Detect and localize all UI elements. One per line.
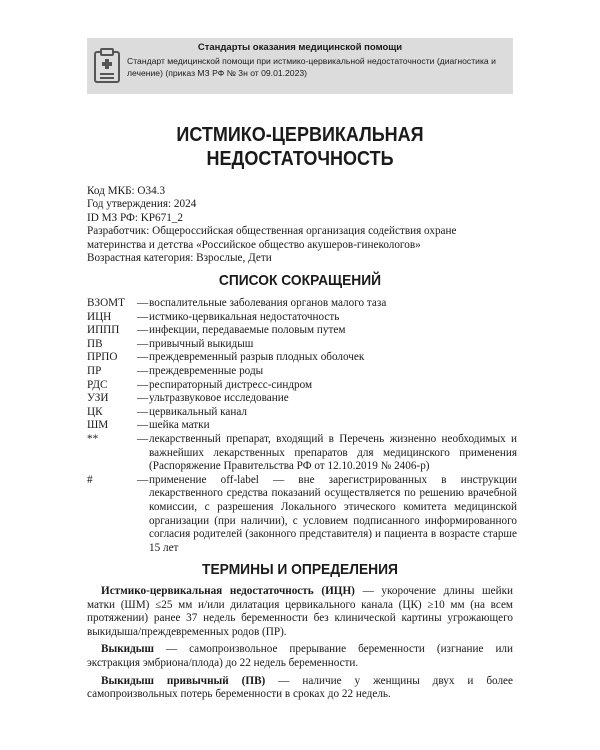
abbreviation-key: РДС	[87, 378, 108, 391]
abbreviation-definition: инфекции, передаваемые половым путем	[149, 324, 346, 337]
term-definition	[87, 643, 513, 670]
abbreviation-key: ВЗОМТ	[87, 297, 125, 309]
term-text: — наличие у женщины двух и более самопроизвольных потерь беременности в сроках до 22 недель.	[87, 674, 513, 701]
abbreviation-row	[87, 419, 517, 433]
abbreviation-dash: —	[137, 297, 149, 309]
icd-code: Код МКБ: O34.3	[87, 185, 166, 197]
abbreviation-definition: преждевременный разрыв плодных оболочек	[149, 351, 365, 364]
term-text: — укорочение длины шейки матки (ШМ) ≤25 мм и/или дилатация цервикального канала (ЦК) ≥10 мм (на всем протяжении) ранее 37 недель беременности без клинической картины угрожающего выкидыша/преждевременных родов (ПР).	[87, 585, 513, 638]
abbreviation-row	[87, 379, 517, 393]
abbreviation-key: ИППП	[87, 324, 120, 337]
term-definition	[87, 585, 513, 639]
abbreviation-row	[87, 297, 517, 311]
abbreviation-key: ИЦН	[87, 310, 112, 323]
abbreviation-dash: —	[137, 378, 149, 391]
abbreviation-row	[87, 392, 517, 406]
term-name: Истмико-цервикальная недостаточность (ИЦН)	[101, 585, 355, 597]
abbreviation-dash: —	[137, 351, 149, 364]
developer: Разработчик: Общероссийская общественная организация содействия охране материнства и детства «Российское общество акушеров-гинекологов»	[87, 225, 457, 251]
abbreviation-dash: —	[137, 337, 149, 350]
approval-year: Год утверждения: 2024	[87, 198, 197, 211]
abbreviation-dash: —	[137, 419, 149, 432]
term-text: — самопроизвольное прерывание беременности (изгнание или экстракция эмбриона/плода) до 22 недель беременности.	[87, 643, 513, 669]
term-name: Выкидыш привычный (ПВ)	[101, 674, 266, 687]
abbreviation-definition: воспалительные заболевания органов малого таза	[149, 297, 387, 309]
abbreviation-definition: ультразвуковое исследование	[149, 392, 289, 405]
abbreviation-row	[87, 433, 517, 474]
abbreviation-key: ШМ	[87, 419, 109, 432]
abbreviation-row	[87, 338, 517, 352]
abbreviation-dash: —	[137, 405, 149, 418]
abbreviation-definition: истмико-цервикальная недостаточность	[149, 310, 340, 323]
banner-title: Стандарты оказания медицинской помощи	[197, 42, 403, 53]
abbreviation-row	[87, 406, 517, 420]
clipboard-medical-icon	[93, 48, 121, 84]
abbreviation-definition: преждевременные роды	[149, 364, 264, 377]
abbreviation-definition: привычный выкидыш	[149, 337, 254, 350]
abbreviation-dash: —	[137, 364, 149, 377]
abbreviation-dash: —	[137, 473, 149, 486]
abbreviation-definition: респираторный дистресс-синдром	[149, 378, 313, 391]
page-title	[30, 123, 570, 171]
abbreviation-row	[87, 365, 517, 379]
abbreviation-key: **	[87, 432, 99, 445]
terms-list	[87, 585, 513, 706]
abbreviation-key: ЦК	[87, 405, 103, 418]
title-line-1: ИСТМИКО-ЦЕРВИКАЛЬНАЯ	[176, 124, 424, 146]
abbreviation-row	[87, 474, 517, 556]
abbreviation-row	[87, 351, 517, 365]
abbreviation-definition: шейка матки	[149, 419, 210, 432]
banner-text: Стандарт медицинской помощи при истмико-цервикальной недостаточности (диагностика и лечение) (приказ МЗ РФ № 3н от 09.01.2023)	[127, 56, 496, 78]
document-meta	[87, 185, 513, 265]
abbreviation-dash: —	[137, 432, 149, 445]
abbreviations-heading: СПИСОК СОКРАЩЕНИЙ	[218, 272, 382, 289]
abbreviations-list	[87, 297, 517, 555]
age-category: Возрастная категория: Взрослые, Дети	[87, 252, 272, 265]
abbreviation-definition: лекарственный препарат, входящий в Перечень жизненно необходимых и важнейших лекарственных препаратов для медицинского применения (Распоряжение Правительства РФ от 12.10.2019 № 2406-р)	[149, 432, 517, 473]
standards-banner	[87, 38, 513, 94]
abbreviation-row	[87, 311, 517, 325]
title-line-2: НЕДОСТАТОЧНОСТЬ	[206, 148, 394, 170]
abbreviation-key: #	[87, 473, 93, 486]
abbreviation-key: ПВ	[87, 337, 103, 350]
abbreviation-key: ПР	[87, 364, 102, 377]
abbreviation-dash: —	[137, 324, 149, 337]
term-name: Выкидыш	[101, 643, 154, 656]
abbreviation-row	[87, 324, 517, 338]
terms-heading: ТЕРМИНЫ И ОПРЕДЕЛЕНИЯ	[202, 561, 398, 578]
abbreviation-dash: —	[137, 310, 149, 323]
abbreviation-key: УЗИ	[87, 392, 109, 405]
abbreviation-definition: цервикальный канал	[149, 405, 247, 418]
abbreviation-dash: —	[137, 392, 149, 405]
term-definition	[87, 675, 513, 702]
abbreviation-definition: применение off-label — вне зарегистрированных в инструкции лекарственного средства показаний осуществляется по решению врачебной комиссии, с разрешения Локального этического комитета медицинской организации (при наличии), с условием подписанного информированного согласия родителей (законного представителя) и пациента в возрасте старше 15 лет	[149, 473, 517, 554]
document-id: ID МЗ РФ: KP671_2	[87, 211, 183, 224]
abbreviation-key: ПРПО	[87, 351, 118, 364]
